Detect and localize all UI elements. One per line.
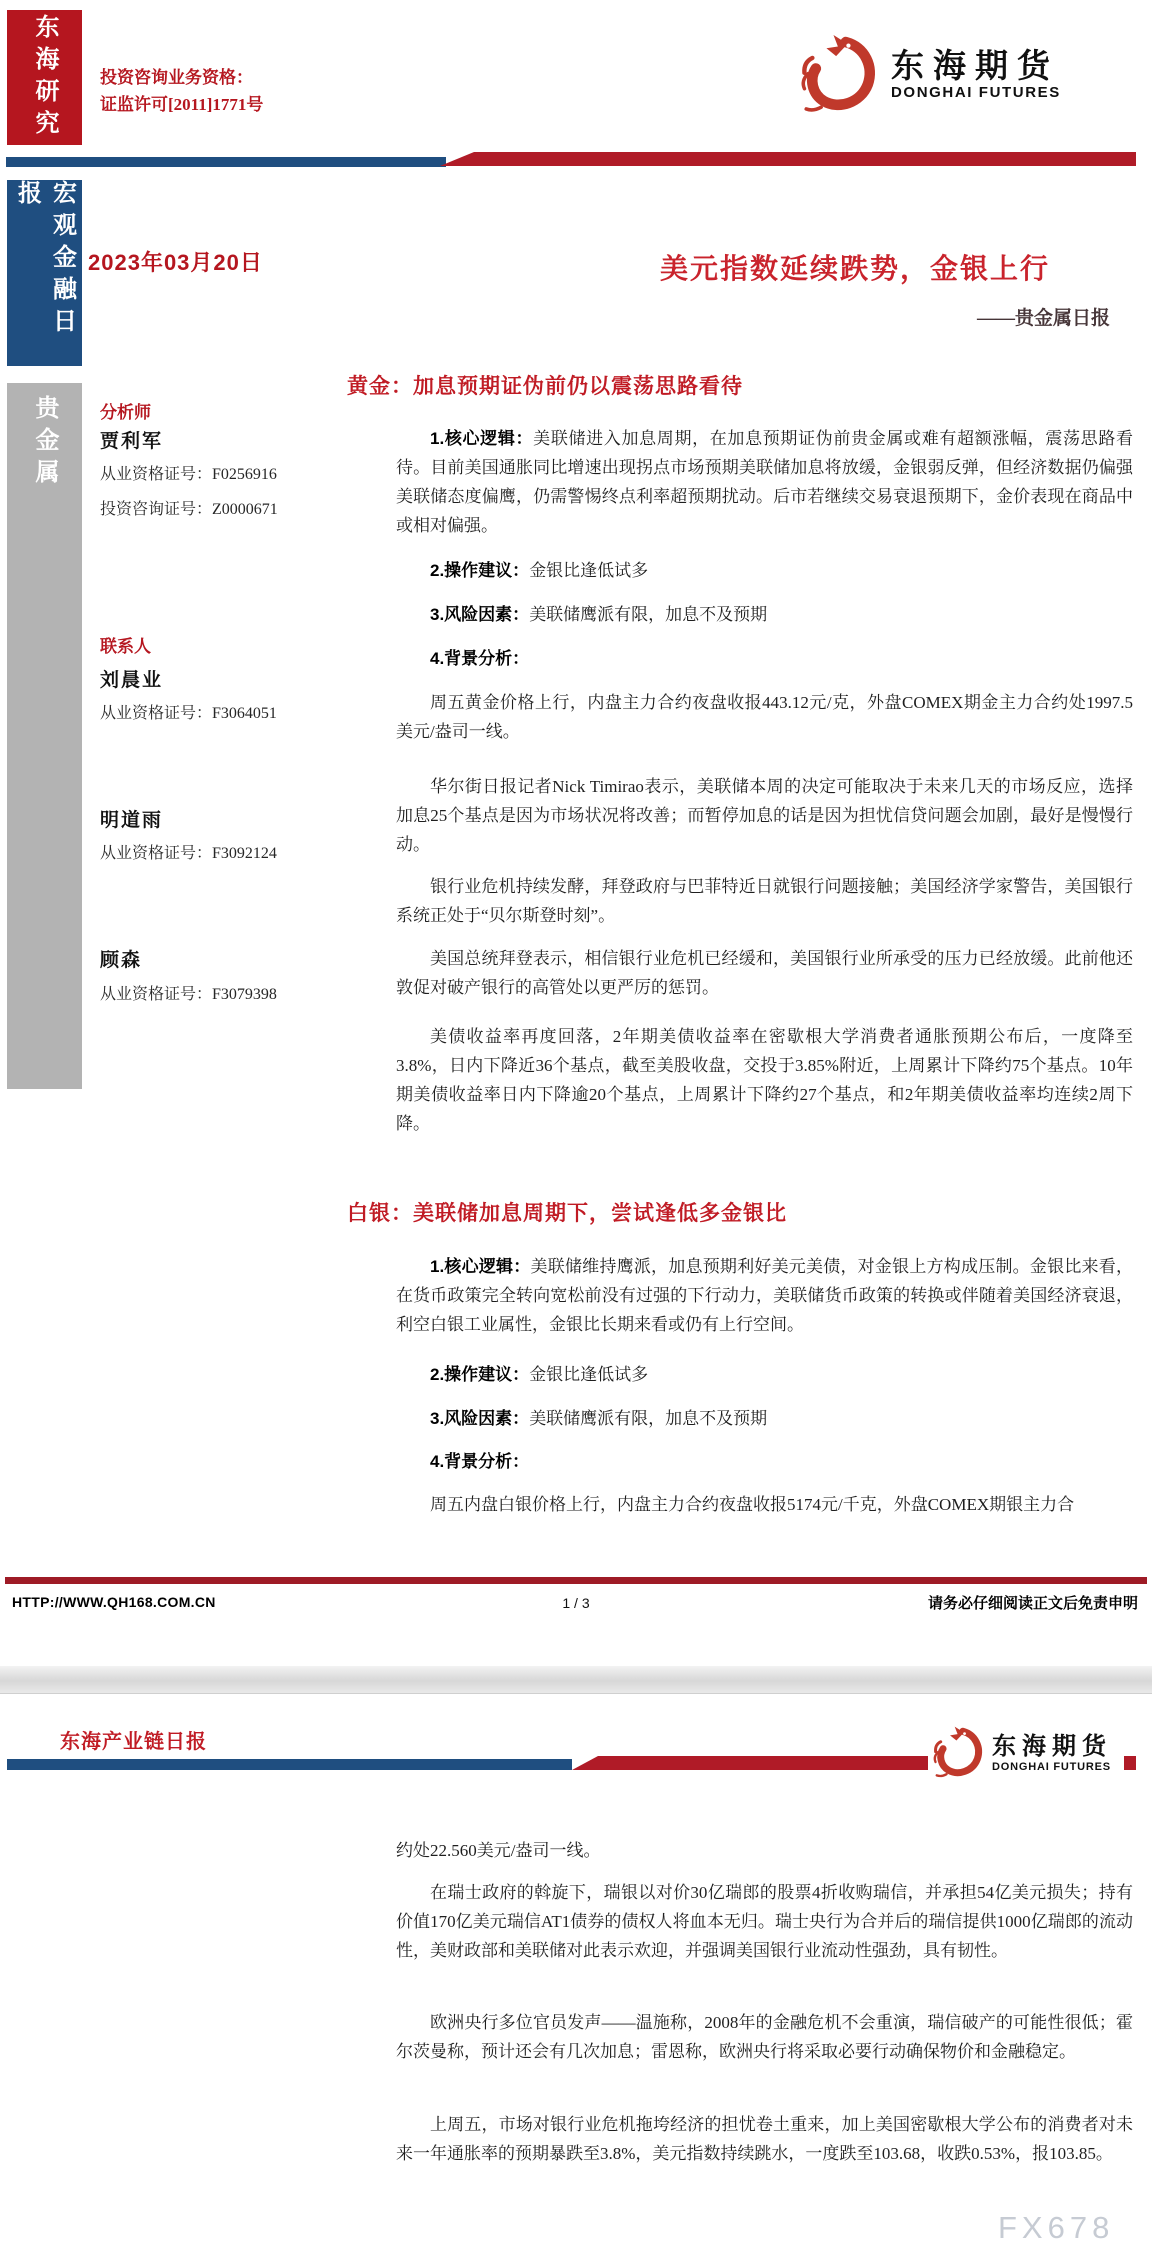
item-label: 2.操作建议： [430,1365,530,1384]
report-title: 美元指数延续跌势，金银上行 [659,253,1050,284]
contact-cert: 从业资格证号：F3064051 [100,705,277,722]
page2-paragraph: 上周五，市场对银行业危机拖垮经济的担忧卷土重来，加上美国密歇根大学公布的消费者对未来一年通胀率的预期暴跌至3.8%，美元指数持续跳水，一度跌至103.68，收跌0.53%，报103.85。 [396,2115,1133,2163]
gold-background-paragraph: 银行业危机持续发酵，拜登政府与巴菲特近日就银行问题接触；美国经济学家警告，美国银行系统正处于“贝尔斯登时刻”。 [396,877,1133,925]
page-separator [0,1666,1152,1694]
silver-background-paragraph: 周五内盘白银价格上行，内盘主力合约夜盘收报5174元/千克，外盘COMEX期银主力合 [430,1495,1075,1514]
item-label: 4.背景分析： [430,649,530,668]
page2-paragraph: 在瑞士政府的斡旋下，瑞银以对价30亿瑞郎的股票4折收购瑞信，并承担54亿美元损失；持有价值170亿美元瑞信AT1债券的债权人将血本无归。瑞士央行为合并后的瑞信提供1000亿瑞郎的流动性，美财政部和美联储对此表示欢迎，并强调美国银行业流动性强劲，具有韧性。 [396,1883,1133,1960]
item-text: 金银比逢低试多 [529,1365,649,1384]
gold-section-heading: 黄金：加息预期证伪前仍以震荡思路看待 [347,374,743,398]
gold-background-paragraph: 周五黄金价格上行，内盘主力合约夜盘收报443.12元/克，外盘COMEX期金主力合约处1997.5美元/盎司一线。 [396,693,1133,741]
silver-operation-advice [396,1360,1133,1389]
analyst-cert-advisory: 投资咨询证号：Z0000671 [100,501,278,518]
logo-company-name-cn: 东海期货 [992,1733,1112,1761]
sidebar-report-type-tag [7,180,82,366]
contact-cert: 从业资格证号：F3079398 [100,986,277,1003]
gold-background-paragraph: 美债收益率再度回落，2年期美债收益率在密歇根大学消费者通胀预期公布后，一度降至3.8%，日内下降近36个基点，截至美股收盘，交投于3.85%附近，上周累计下降约75个基点。10年期美债收益率日内下降逾20个基点，上周累计下降约27个基点，和2年期美债收益率均连续2周下降。 [396,1027,1133,1133]
item-label: 4.背景分析： [430,1452,530,1471]
footer-website-link[interactable]: HTTP://WWW.QH168.COM.CN [12,1594,216,1610]
contact-name: 明道雨 [100,810,164,831]
category-label: 贵金属 [31,395,58,491]
contact-section-label: 联系人 [100,637,151,656]
page2-header-title: 东海产业链日报 [60,1731,207,1753]
item-text: 美联储鹰派有限，加息不及预期 [529,605,768,624]
item-label: 3.风险因素： [430,605,530,624]
report-type-label: 宏观金融日报 [13,180,76,340]
page2-paragraph: 约处22.560美元/盎司一线。 [396,1841,601,1860]
company-logo [793,26,1138,122]
dragon-logo-icon [928,1721,986,1786]
silver-risk-factors [396,1404,1133,1433]
item-label: 1.核心逻辑： [430,1257,531,1276]
analyst-section-label: 分析师 [100,403,151,422]
item-label: 2.操作建议： [430,561,530,580]
report-subtitle: ——贵金属日报 [976,308,1110,329]
page2-paragraph: 欧洲央行多位官员发声——温施称，2008年的金融危机不会重演，瑞信破产的可能性很低；霍尔茨曼称，预计还会有几次加息；雷恩称，欧洲央行将采取必要行动确保物价和金融稳定。 [396,2013,1133,2061]
logo-company-name-cn: 东海期货 [891,46,1059,84]
gold-background-label [396,644,1133,673]
analyst-name: 贾利军 [100,431,164,452]
report-date: 2023年03月20日 [88,250,263,275]
silver-background-label [396,1447,1133,1476]
watermark: FX678 [998,2210,1115,2245]
qualification-block [100,64,263,118]
contact-cert: 从业资格证号：F3092124 [100,845,277,862]
item-label: 1.核心逻辑： [430,429,534,448]
logo-company-name-en: DONGHAI FUTURES [891,84,1061,102]
item-text: 美联储维持鹰派，加息预期利好美元美债，对金银上方构成压制。金银比来看，在货币政策完全转向宽松前没有过强的下行动力，美联储货币政策的转换或伴随着美国经济衰退，利空白银工业属性，金银比长期来看或仍有上行空间。 [396,1257,1133,1334]
analyst-cert-practice: 从业资格证号：F0256916 [100,466,277,483]
item-label: 3.风险因素： [430,1409,530,1428]
footer-rule [5,1577,1147,1584]
gold-risk-factors [396,600,1133,629]
gold-operation-advice [396,556,1133,585]
sidebar-category-tag [7,383,82,1089]
research-tag-label: 东海研究 [31,13,58,142]
qualification-line1: 投资咨询业务资格： [100,68,253,87]
logo-company-name-en: DONGHAI FUTURES [992,1760,1111,1773]
gold-background-paragraph: 华尔街日报记者Nick Timirao表示，美联储本周的决定可能取决于未来几天的市场反应，选择加息25个基点是因为市场状况将改善；而暂停加息的话是因为担忧信贷问题会加剧，最好是慢慢行动。 [396,777,1133,854]
silver-section-heading: 白银：美联储加息周期下，尝试逢低多金银比 [347,1201,787,1225]
company-logo [928,1712,1124,1794]
dragon-logo-icon [793,27,881,122]
header-rule-blue [6,157,446,167]
qualification-line2: 证监许可[2011]1771号 [100,95,264,114]
item-text: 金银比逢低试多 [529,561,649,580]
contact-name: 刘晨业 [100,670,164,691]
header-rule-red [440,152,1136,166]
gold-background-paragraph: 美国总统拜登表示，相信银行业危机已经缓和，美国银行业所承受的压力已经放缓。此前他还敦促对破产银行的高管处以更严厉的惩罚。 [396,949,1133,997]
contact-name: 顾森 [100,950,143,971]
gold-core-logic [396,424,1133,540]
silver-core-logic [396,1252,1133,1339]
page2-header-rule-blue [7,1759,572,1770]
item-text: 美联储进入加息周期，在加息预期证伪前贵金属或难有超额涨幅，震荡思路看待。目前美国通胀同比增速出现拐点市场预期美联储加息将放缓，金银弱反弹，但经济数据仍偏强美联储态度偏鹰，仍需警惕终点利率超预期扰动。后市若继续交易衰退预期下，金价表现在商品中或相对偏强。 [396,429,1133,535]
sidebar-research-tag [7,10,82,145]
item-text: 美联储鹰派有限，加息不及预期 [529,1409,768,1428]
footer-disclaimer: 请务必仔细阅读正文后免责申明 [927,1595,1138,1612]
footer-page-number: 1 / 3 [562,1595,590,1611]
